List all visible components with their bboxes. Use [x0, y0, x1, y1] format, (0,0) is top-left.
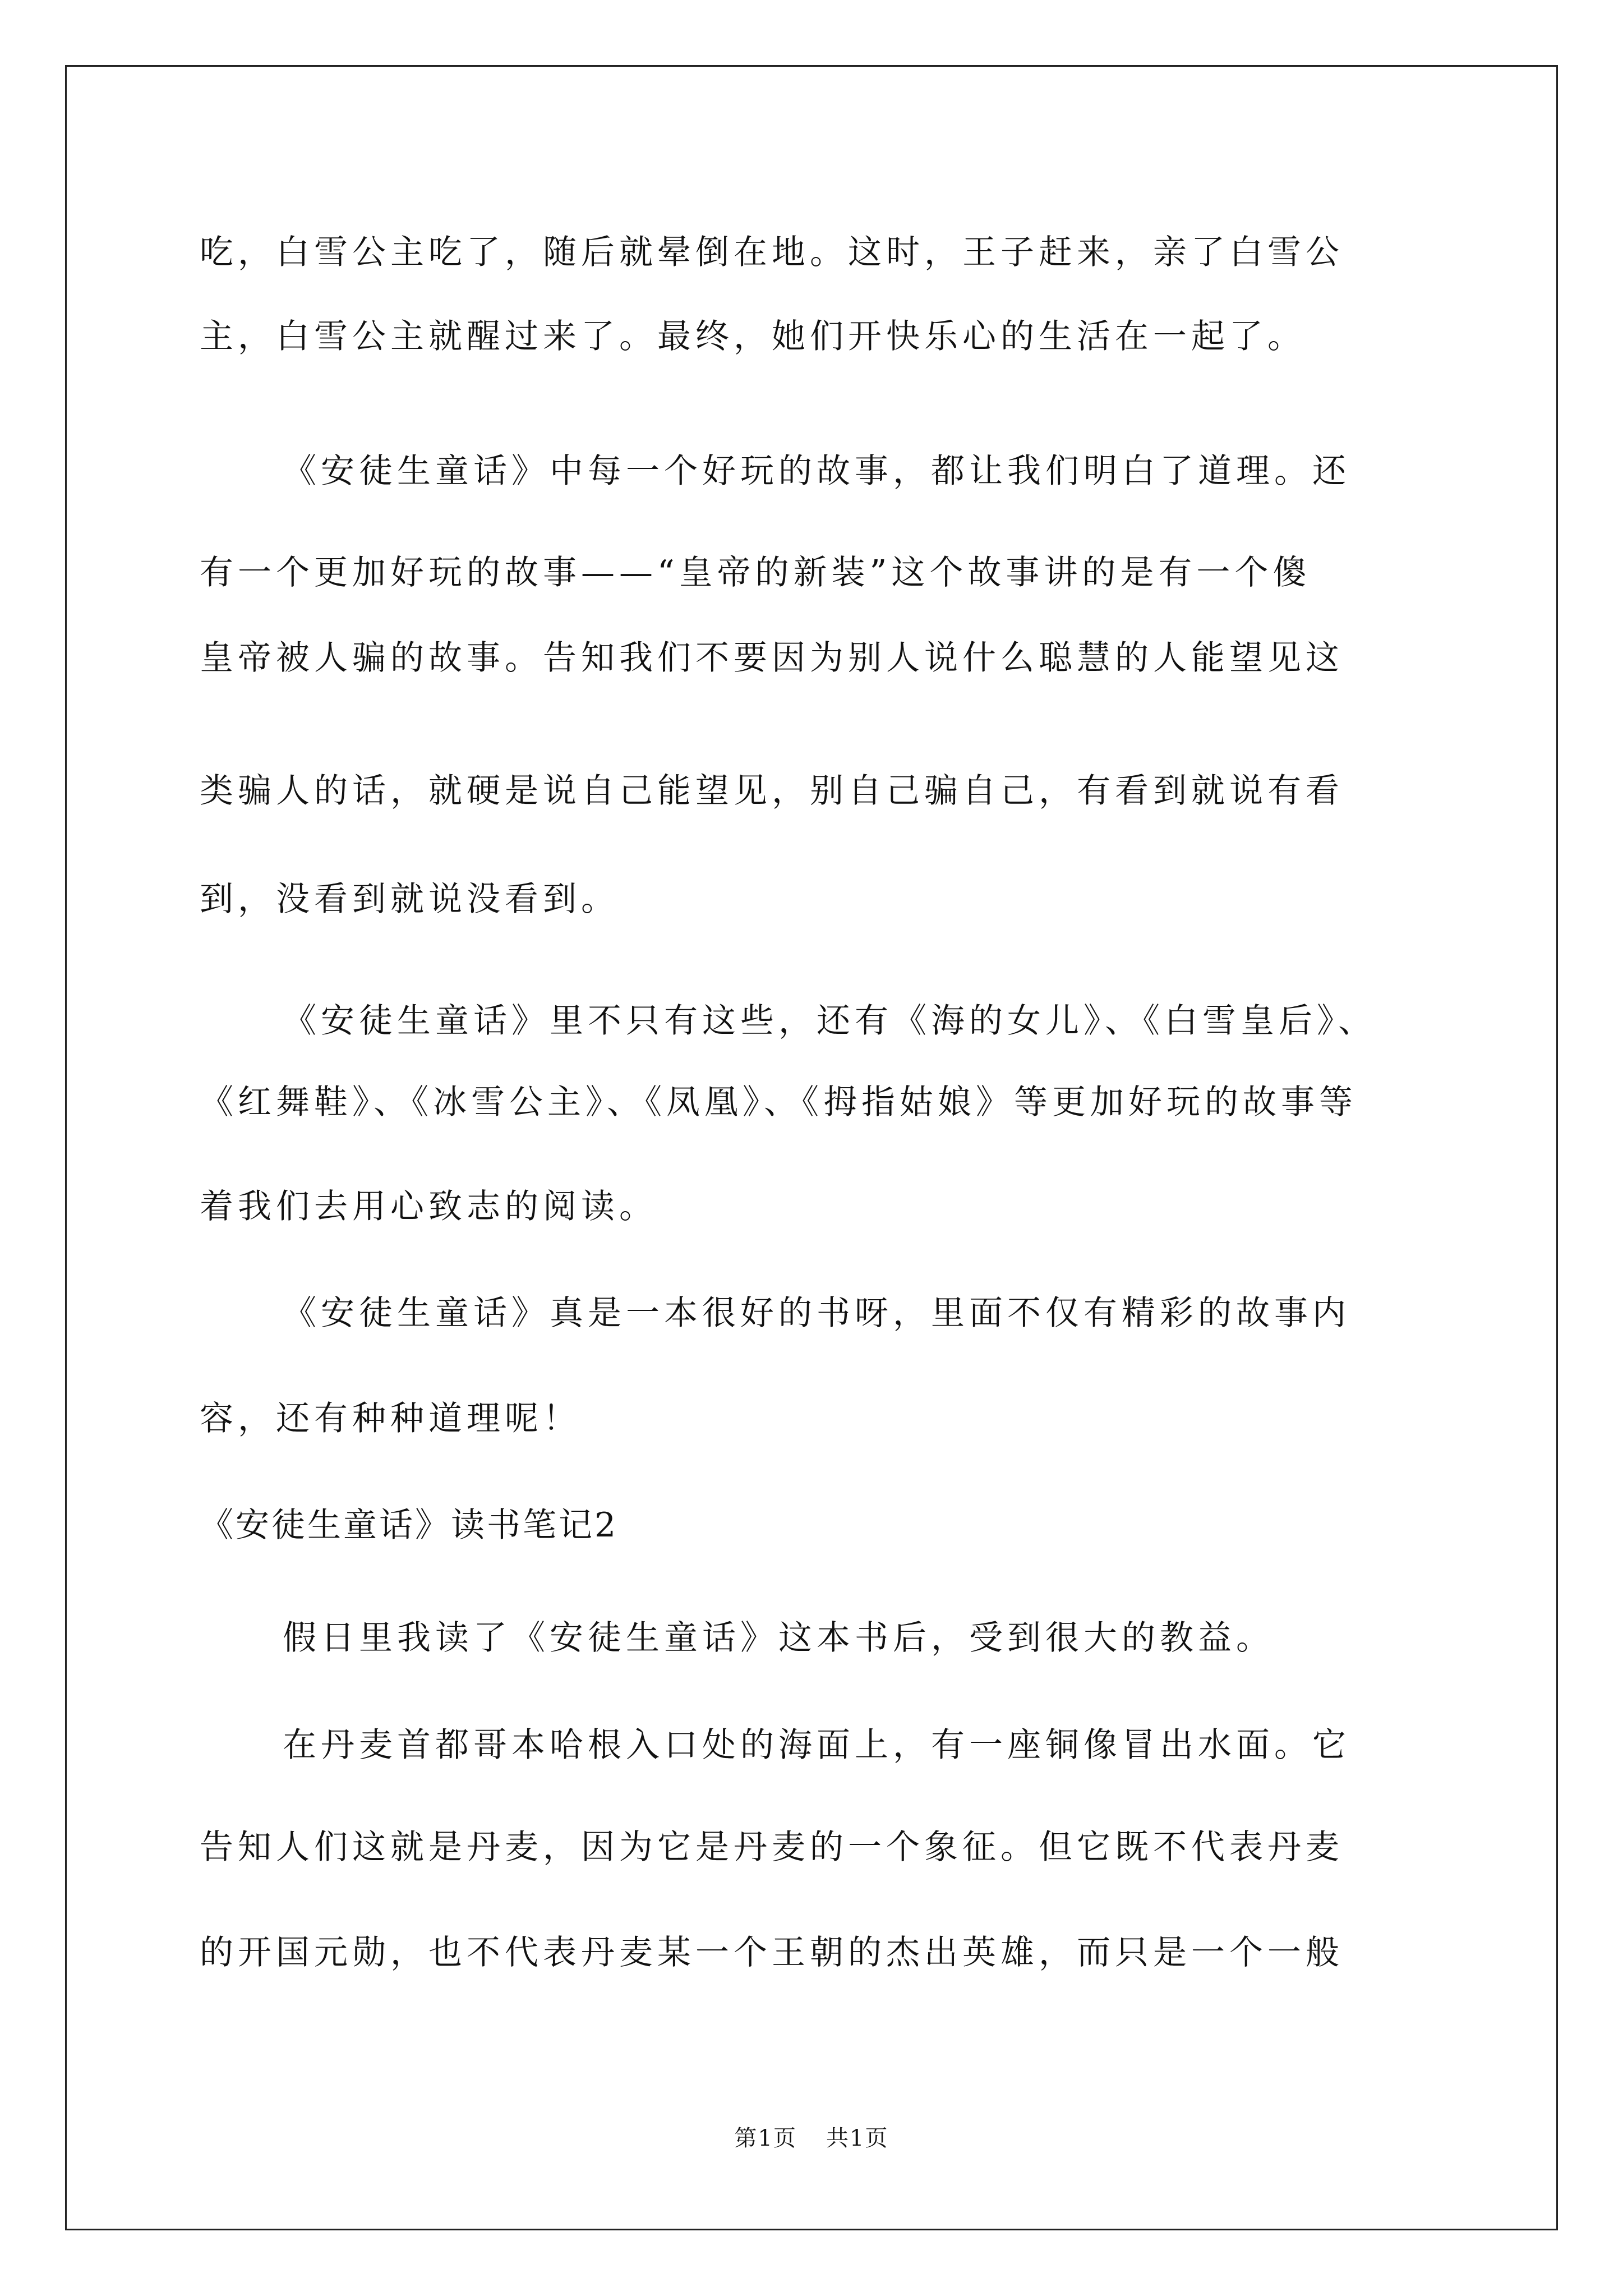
text-line-8: 《安徒生童话》里不只有这些，还有《海的女儿》、《白雪皇后》、 [283, 1001, 1376, 1041]
text-line-16: 的开国元勋，也不代表丹麦某一个王朝的杰出英雄，而只是一个一般 [200, 1933, 1344, 1972]
text-line-5: 皇帝被人骗的故事。告知我们不要因为别人说什么聪慧的人能望见这 [200, 638, 1344, 678]
text-line-2: 主，白雪公主就醒过来了。最终，她们开快乐心的生活在一起了。 [200, 317, 1306, 356]
text-line-11: 《安徒生童话》真是一本很好的书呀，里面不仅有精彩的故事内 [283, 1294, 1350, 1333]
page-footer [0, 2122, 1623, 2155]
text-line-1: 吃，白雪公主吃了，随后就晕倒在地。这时，王子赶来，亲了白雪公 [200, 233, 1344, 272]
text-line-10: 着我们去用心致志的阅读。 [200, 1187, 657, 1226]
text-line-6: 类骗人的话，就硬是说自己能望见，别自己骗自己，有看到就说有看 [200, 771, 1344, 811]
text-line-9: 《红舞鞋》、《冰雪公主》、《凤凰》、《拇指姑娘》等更加好玩的故事等 [200, 1083, 1357, 1122]
text-line-13: 假日里我读了《安徒生童话》这本书后，受到很大的教益。 [283, 1618, 1274, 1658]
page-number-current: 第1页 [734, 2125, 797, 2151]
page-number-total: 共1页 [826, 2125, 889, 2151]
text-line-15: 告知人们这就是丹麦，因为它是丹麦的一个象征。但它既不代表丹麦 [200, 1828, 1344, 1867]
text-line-4: 有一个更加好玩的故事——“皇帝的新装”这个故事讲的是有一个傻 [200, 553, 1311, 592]
text-line-7: 到，没看到就说没看到。 [200, 880, 619, 919]
page-frame [65, 65, 1558, 2230]
text-line-12: 容，还有种种道理呢！ [200, 1399, 581, 1438]
text-line-14: 在丹麦首都哥本哈根入口处的海面上，有一座铜像冒出水面。它 [283, 1726, 1350, 1765]
section-heading: 《安徒生童话》读书笔记2 [200, 1506, 619, 1545]
text-line-3: 《安徒生童话》中每一个好玩的故事，都让我们明白了道理。还 [283, 452, 1350, 491]
